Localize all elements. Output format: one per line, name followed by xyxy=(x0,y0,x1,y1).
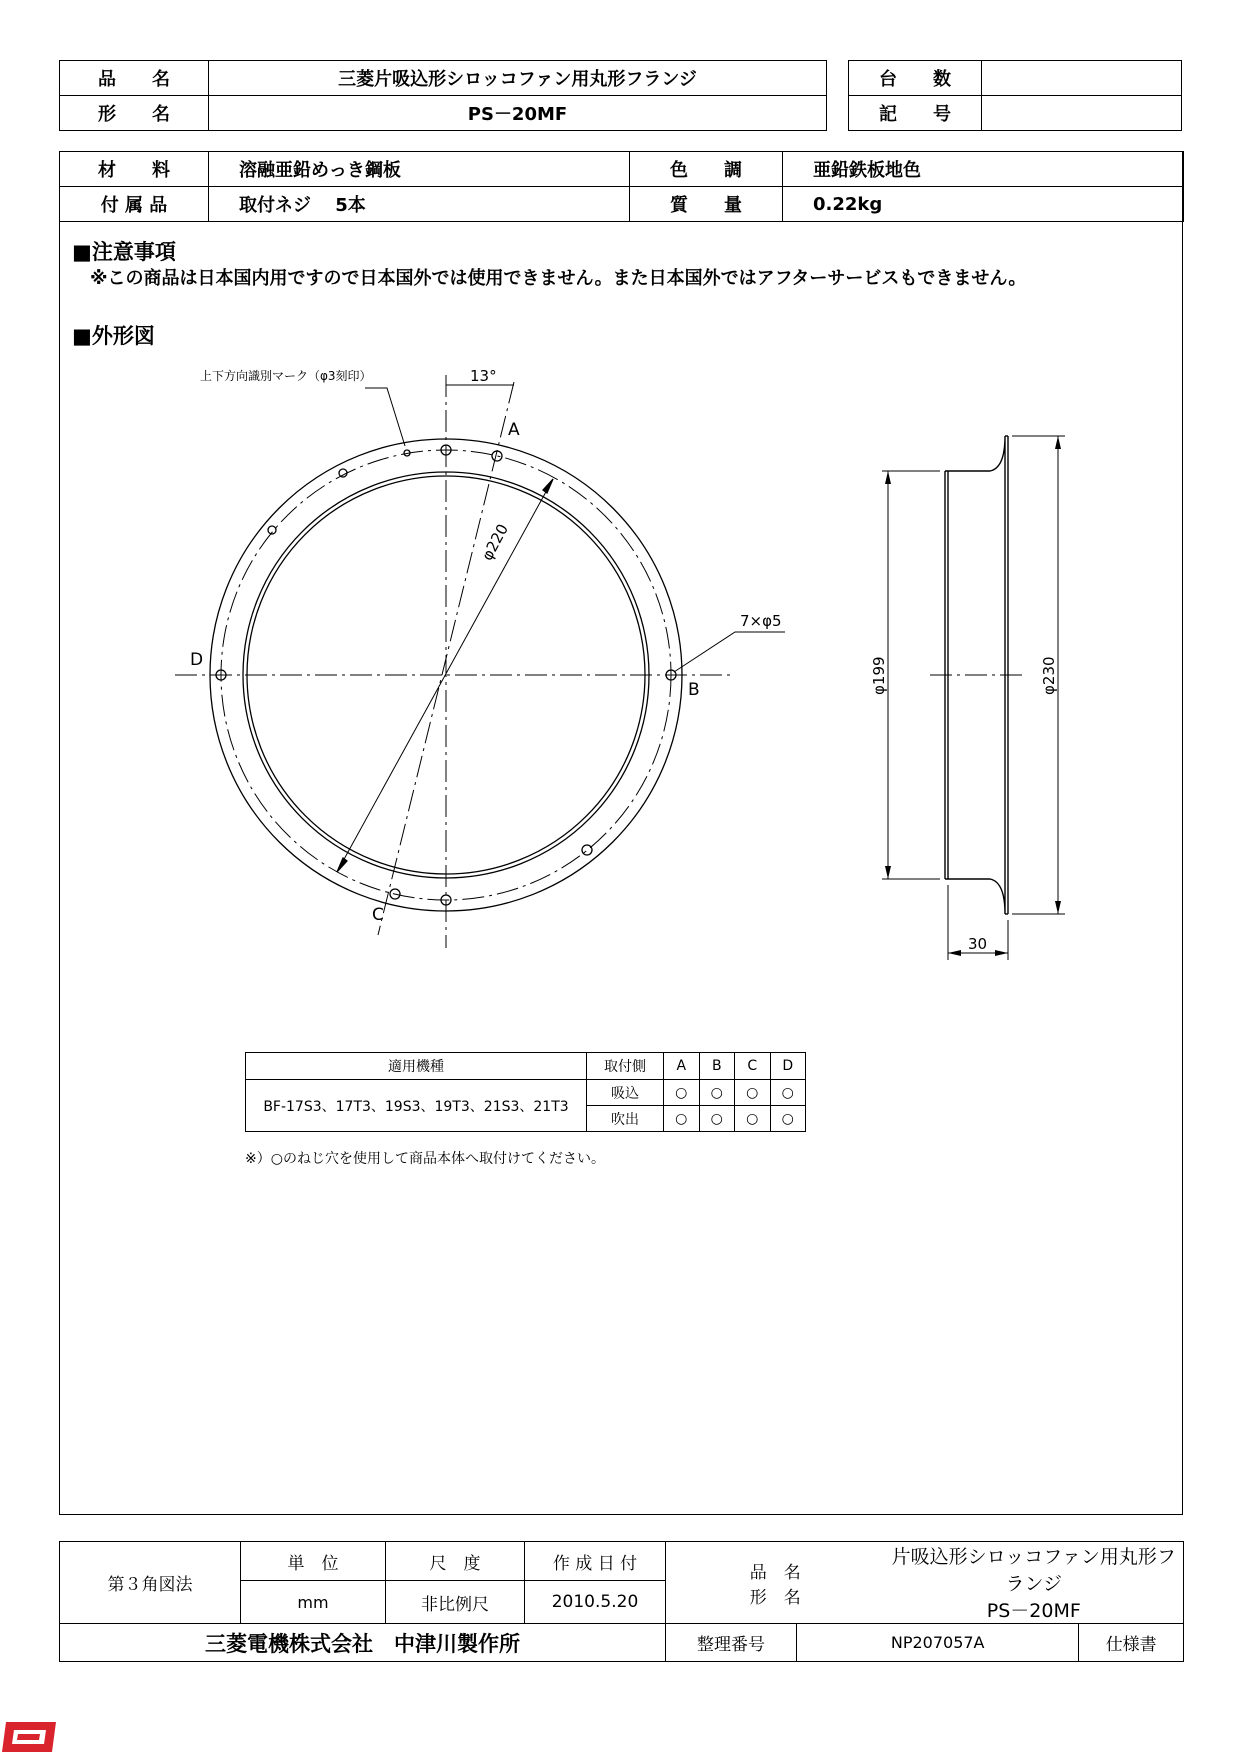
label-c: C xyxy=(372,905,384,925)
date-value: 2010.5.20 xyxy=(525,1581,666,1624)
quantity-label: 台 数 xyxy=(849,61,982,96)
cell-suction-c: ○ xyxy=(735,1080,771,1106)
angle-label: 13° xyxy=(470,367,497,385)
mass-value: 0.22kg xyxy=(783,187,1184,222)
name-label: 品 名 xyxy=(749,1562,801,1583)
title-block xyxy=(59,1541,1184,1662)
col-side: 取付側 xyxy=(587,1053,664,1080)
notice-text: ※この商品は日本国内用ですので日本国外では使用できません。また日本国外ではアフターサービスもできません。 xyxy=(90,268,1027,289)
unit-value: mm xyxy=(241,1581,386,1624)
company: 三菱電機株式会社 中津川製作所 xyxy=(60,1624,666,1662)
label-a: A xyxy=(508,420,520,440)
cell-suction-d: ○ xyxy=(770,1080,806,1106)
holes-label: 7×φ5 xyxy=(740,612,782,630)
model-label: 形 名 xyxy=(60,96,209,131)
color-value: 亜鉛鉄板地色 xyxy=(783,152,1184,187)
applicable-note: ※）○のねじ穴を使用して商品本体へ取付けてください。 xyxy=(245,1151,605,1167)
cell-discharge-b: ○ xyxy=(699,1106,735,1132)
doc-type: 仕様書 xyxy=(1079,1624,1184,1662)
col-c: C xyxy=(735,1053,771,1080)
col-d: D xyxy=(770,1053,806,1080)
scale-label: 尺 度 xyxy=(386,1542,525,1581)
ref-label: 整理番号 xyxy=(666,1624,797,1662)
label-b: B xyxy=(688,680,700,700)
cell-suction-b: ○ xyxy=(699,1080,735,1106)
ref-value: NP207057A xyxy=(797,1624,1079,1662)
model-label-footer: 形 名 xyxy=(749,1587,801,1608)
side-suction: 吸込 xyxy=(587,1080,664,1106)
footer-model: PS－20MF xyxy=(986,1600,1081,1622)
material-value: 溶融亜鉛めっき鋼板 xyxy=(209,152,630,187)
depth-label: 30 xyxy=(968,935,988,953)
outline-title: ■外形図 xyxy=(72,324,155,348)
cell-discharge-a: ○ xyxy=(664,1106,700,1132)
model: PS－20MF xyxy=(209,96,827,131)
models-cell: BF-17S3、17T3、19S3、19T3、21S3、21T3 xyxy=(246,1080,587,1132)
product-name: 三菱片吸込形シロッコファン用丸形フランジ xyxy=(209,61,827,96)
mark-note: 上下方向識別マーク（φ3刻印） xyxy=(200,369,372,383)
product-name-label: 品 名 xyxy=(60,61,209,96)
unit-label: 単 位 xyxy=(241,1542,386,1581)
hole-lr xyxy=(582,845,592,855)
mass-label: 質 量 xyxy=(630,187,783,222)
col-models: 適用機種 xyxy=(246,1053,587,1080)
dia-220-label: φ220 xyxy=(478,520,512,564)
accessory-value: 取付ネジ 5本 xyxy=(209,187,630,222)
applicable-table xyxy=(245,1052,806,1132)
projection: 第３角図法 xyxy=(60,1542,241,1624)
col-b: B xyxy=(699,1053,735,1080)
col-a: A xyxy=(664,1053,700,1080)
color-label: 色 調 xyxy=(630,152,783,187)
footer-product-name: 片吸込形シロッコファン用丸形フランジ xyxy=(891,1546,1176,1595)
cell-suction-a: ○ xyxy=(664,1080,700,1106)
dia-230-label: φ230 xyxy=(1040,656,1058,695)
side-discharge: 吹出 xyxy=(587,1106,664,1132)
material-label: 材 料 xyxy=(60,152,209,187)
cell-discharge-d: ○ xyxy=(770,1106,806,1132)
date-label: 作 成 日 付 xyxy=(525,1542,666,1581)
cell-discharge-c: ○ xyxy=(735,1106,771,1132)
dia-199-label: φ199 xyxy=(870,656,888,695)
scale-value: 非比例尺 xyxy=(386,1581,525,1624)
accessory-label: 付 属 品 xyxy=(60,187,209,222)
label-d: D xyxy=(190,650,204,670)
symbol-label: 記 号 xyxy=(849,96,982,131)
notice-title: ■注意事項 xyxy=(72,240,176,264)
